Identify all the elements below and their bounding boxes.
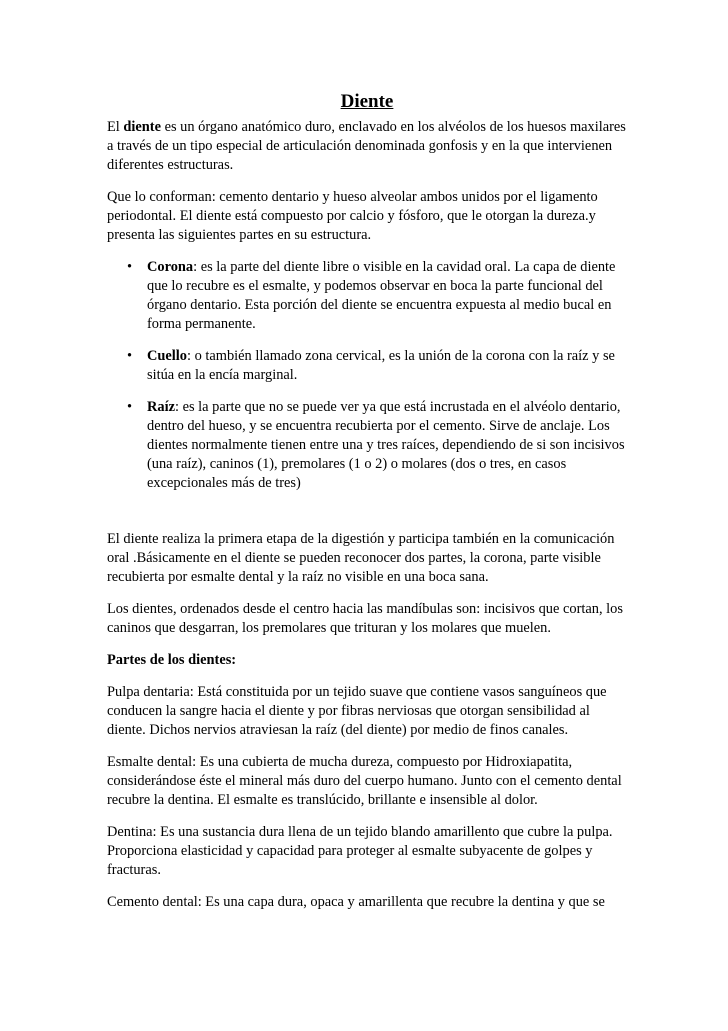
part-text: : o también llamado zona cervical, es la unión de la corona con la raíz y se sitúa en la encía marginal.	[147, 348, 615, 383]
cemento-paragraph: Cemento dental: Es una capa dura, opaca y amarillenta que recubre la dentina y que se	[107, 894, 605, 910]
document-title: Diente	[340, 91, 394, 112]
part-term: Cuello	[147, 348, 187, 364]
composition-paragraph: Que lo conforman: cemento dentario y hueso alveolar ambos unidos por el ligamento periodontal. El diente está compuesto por calcio y fósforo, que le otorgan la dureza.y presenta las siguientes partes en su estructura.	[107, 189, 598, 243]
order-paragraph: Los dientes, ordenados desde el centro hacia las mandíbulas son: incisivos que cortan, los caninos que desgarran, los premolares que trituran y los molares que muelen.	[107, 601, 623, 636]
list-item-corona	[107, 258, 627, 334]
esmalte-paragraph: Esmalte dental: Es una cubierta de mucha dureza, compuesto por Hidroxiapatita, considerándose éste el mineral más duro del cuerpo humano. Junto con el cemento dental recubre la dentina. El esmalte es translúcido, brillante e insensible al dolor.	[107, 754, 622, 808]
intro-bold-term: diente	[123, 119, 161, 135]
intro-paragraph	[107, 118, 627, 175]
document-page	[107, 91, 627, 912]
list-item-raiz	[107, 398, 627, 493]
bullet-icon: •	[127, 259, 133, 275]
pulpa-paragraph: Pulpa dentaria: Está constituida por un tejido suave que contiene vasos sanguíneos que conducen la sangre hacia el diente y por fibras nerviosas que otorgan sensibilidad al diente. Dichos nervios atraviesan la raíz (del diente) por medio de finos canales.	[107, 684, 607, 738]
dentina-paragraph: Dentina: Es una sustancia dura llena de un tejido blando amarillento que cubre la pulpa. Proporciona elasticidad y capacidad para proteger al esmalte subyacente de golpes y fracturas.	[107, 824, 613, 878]
parts-subheading: Partes de los dientes:	[107, 652, 237, 668]
part-term: Corona	[147, 259, 194, 275]
bullet-icon: •	[127, 399, 133, 415]
part-text: : es la parte que no se puede ver ya que está incrustada en el alvéolo dentario, dentro del hueso, y se encuentra recubierta por el cemento. Sirve de anclaje. Los dientes normalmente tienen entre una y tres raíces, dependiendo de si son incisivos (una raíz), caninos (1), premolares (1 o 2) o molares (dos o tres, en casos excepcionales más de tres)	[147, 399, 625, 491]
list-item-cuello	[107, 347, 627, 385]
part-term: Raíz	[147, 399, 175, 415]
bullet-icon: •	[127, 348, 133, 364]
intro-prefix: El	[107, 119, 124, 135]
parts-list	[107, 258, 627, 493]
intro-rest: es un órgano anatómico duro, enclavado en los alvéolos de los huesos maxilares a través de un tipo especial de articulación denominada gonfosis y en la que intervienen diferentes estructuras.	[107, 119, 626, 173]
part-text: : es la parte del diente libre o visible en la cavidad oral. La capa de diente que lo recubre es el esmalte, y podemos observar en boca la parte funcional del órgano dentario. Esta porción del diente se encuentra expuesta al medio bucal en forma permanente.	[147, 259, 616, 332]
digestion-paragraph: El diente realiza la primera etapa de la digestión y participa también en la comunicación oral .Básicamente en el diente se pueden reconocer dos partes, la corona, parte visible recubierta por esmalte dental y la raíz no visible en una boca sana.	[107, 531, 615, 585]
